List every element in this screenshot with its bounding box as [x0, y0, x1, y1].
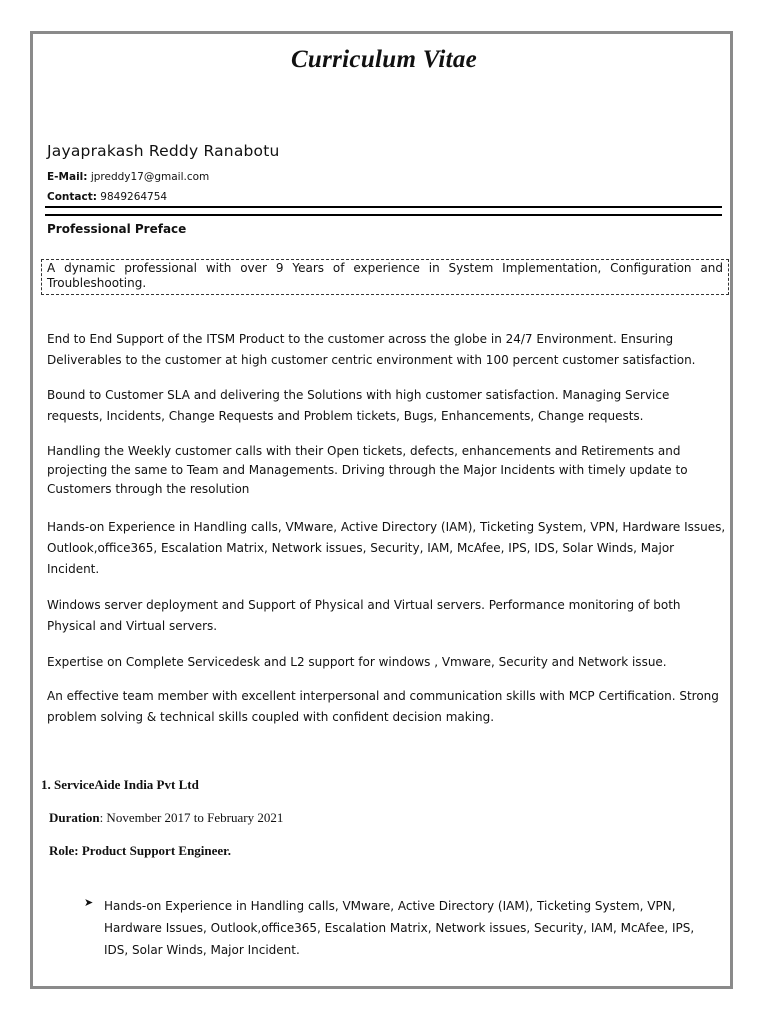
divider-rule	[45, 214, 722, 216]
duration-label: Duration	[49, 810, 100, 825]
preface-box: A dynamic professional with over 9 Years of experience in System Implementation, Configuration and Troubleshooting.	[41, 259, 729, 295]
candidate-name: Jayaprakash Reddy Ranabotu	[47, 142, 280, 160]
summary-paragraph: An effective team member with excellent interpersonal and communication skills with MCP Certification. Strong problem solving & technical skills coupled with confident decision making.	[47, 689, 719, 724]
summary-paragraph: Windows server deployment and Support of Physical and Virtual servers. Performance monitoring of both Physical and Virtual servers.	[47, 598, 681, 633]
duration-value: : November 2017 to February 2021	[99, 810, 284, 825]
duration-line	[49, 810, 283, 826]
document-title: Curriculum Vitae	[290, 46, 478, 73]
summary-paragraph: Bound to Customer SLA and delivering the Solutions with high customer satisfaction. Managing Service requests, Incidents, Change Requests and Problem tickets, Bugs, Enhancements, Change requests.	[47, 388, 670, 423]
contact-label: Contact:	[47, 191, 97, 203]
summary-paragraph: End to End Support of the ITSM Product to the customer across the globe in 24/7 Environment. Ensuring Deliverables to the customer at high customer centric environment with 100 percent customer satisfaction.	[47, 332, 696, 367]
arrow-bullet-icon: ➤	[84, 896, 94, 909]
email-label: E-Mail:	[47, 171, 88, 183]
company-heading: 1. ServiceAide India Pvt Ltd	[41, 777, 199, 792]
role-line: Role: Product Support Engineer.	[49, 843, 232, 858]
divider-rule	[45, 206, 722, 208]
summary-paragraph: Handling the Weekly customer calls with their Open tickets, defects, enhancements and Retirements and projecting the same to Team and Managements. Driving through the Major Incidents with timely update to Customers through the resolution	[47, 444, 688, 496]
bullet-text: Hands-on Experience in Handling calls, VMware, Active Directory (IAM), Ticketing System, VPN, Hardware Issues, Outlook,office365, Escalation Matrix, Network issues, Security, IAM, McAfee, IPS, IDS, Solar Winds, Major Incident.	[104, 899, 695, 957]
contact-value: 9849264754	[100, 191, 168, 203]
section-heading: Professional Preface	[47, 222, 187, 236]
summary-paragraph: Expertise on Complete Servicedesk and L2 support for windows , Vmware, Security and Network issue.	[47, 655, 667, 669]
email-value: jpreddy17@gmail.com	[90, 171, 210, 183]
email-line	[47, 171, 209, 183]
summary-paragraph: Hands-on Experience in Handling calls, VMware, Active Directory (IAM), Ticketing System, VPN, Hardware Issues, Outlook,office365, Escalation Matrix, Network issues, Security, IAM, McAfee, IPS, IDS, Solar Winds, Major Incident.	[47, 520, 726, 576]
contact-line	[47, 191, 167, 203]
